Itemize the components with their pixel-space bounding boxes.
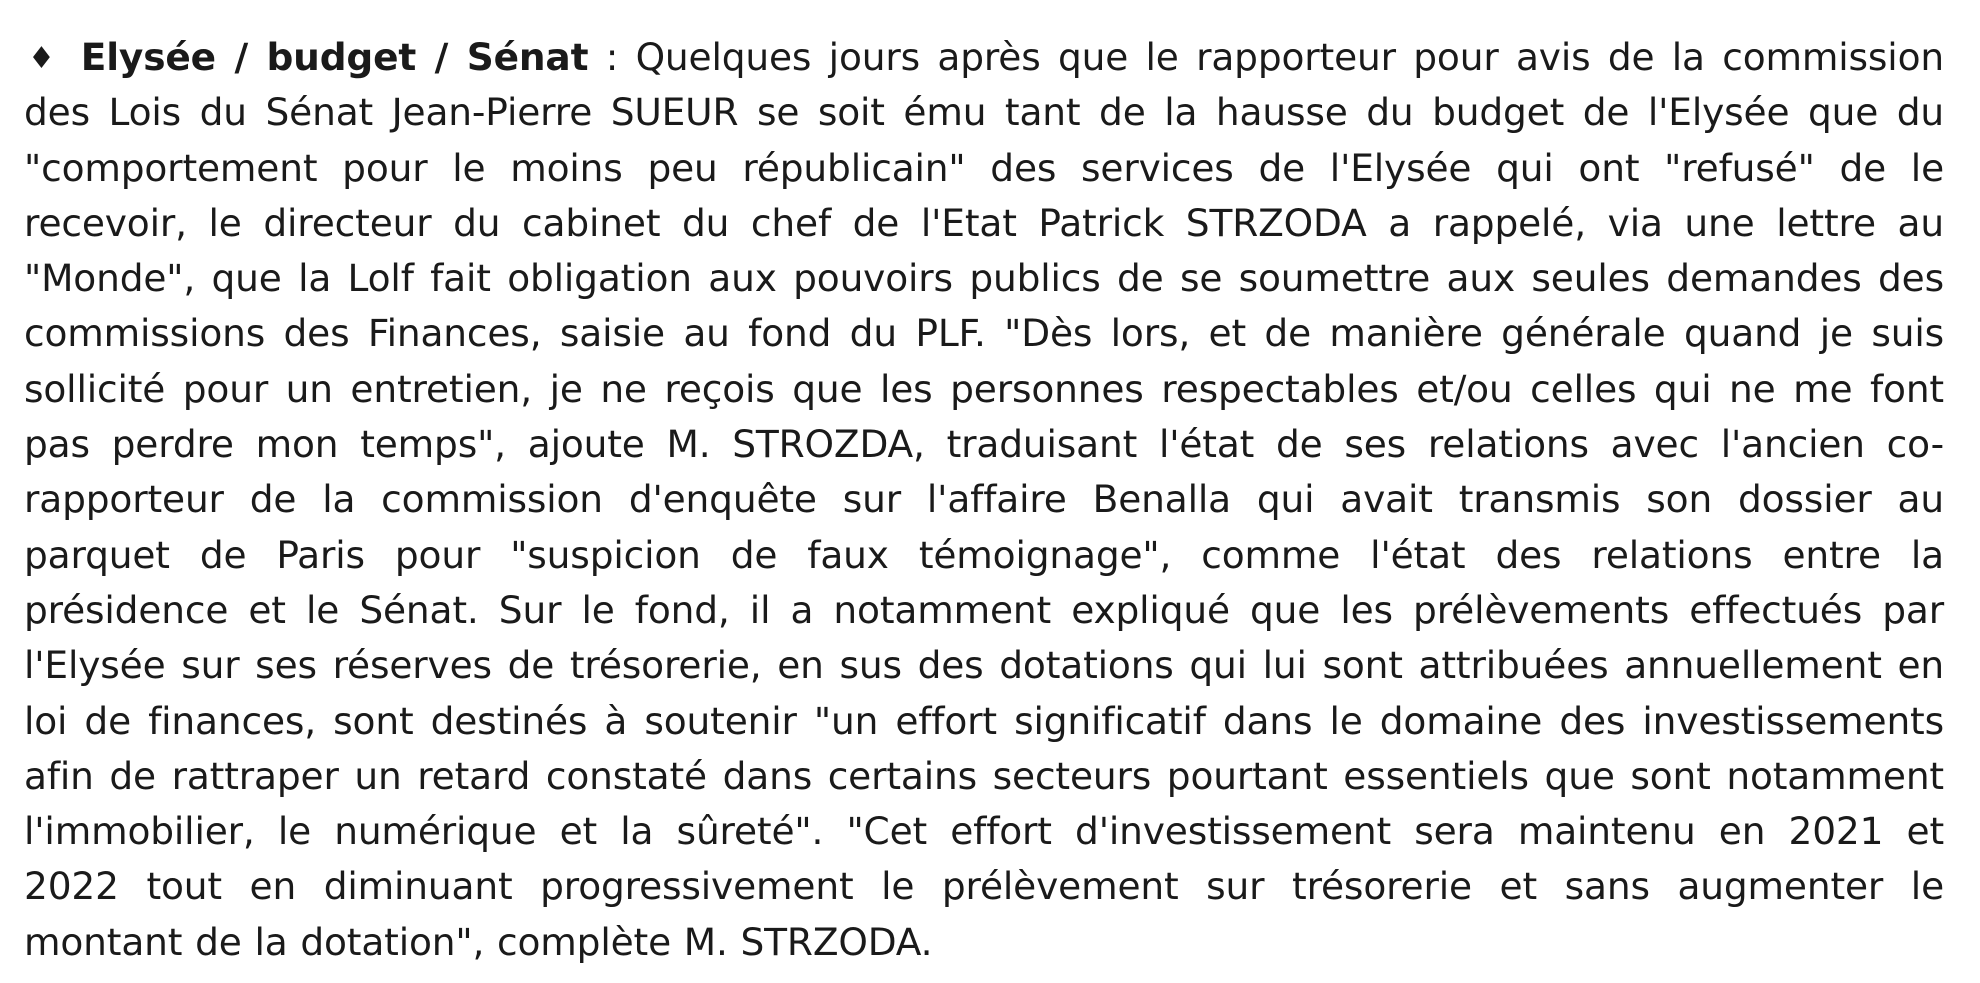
article-paragraph bbox=[24, 30, 1944, 970]
text-line-12: l'Elysée sur ses réserves de trésorerie, en sus des dotations qui lui sont attribuées annuellement en bbox=[24, 643, 1944, 688]
text-line-13: loi de finances, sont destinés à soutenir "un effort significatif dans le domaine des investissements bbox=[24, 698, 1944, 743]
text-line-2: des Lois du Sénat Jean-Pierre SUEUR se soit ému tant de la hausse du budget de l'Elysée que du bbox=[24, 90, 1944, 135]
text-line-14: afin de rattraper un retard constaté dans certains secteurs pourtant essentiels que sont notamment bbox=[24, 753, 1944, 798]
text-line-10: parquet de Paris pour "suspicion de faux témoignage", comme l'état des relations entre la bbox=[24, 532, 1944, 577]
text-line-1-content: Quelques jours après que le rapporteur pour avis de la commission bbox=[635, 35, 1944, 79]
text-line-6: commissions des Finances, saisie au fond du PLF. "Dès lors, et de manière générale quand je suis bbox=[24, 311, 1944, 356]
text-line-17: montant de la dotation", complète M. STRZODA. bbox=[24, 919, 933, 964]
text-line-5: "Monde", que la Lolf fait obligation aux pouvoirs publics de se soumettre aux seules demandes des bbox=[24, 256, 1944, 301]
text-line-15: l'immobilier, le numérique et la sûreté". "Cet effort d'investissement sera maintenu en 2021 et bbox=[24, 809, 1944, 854]
diamond-bullet-icon: ♦ bbox=[28, 41, 55, 76]
text-line-1 bbox=[24, 30, 1944, 85]
heading-separator: : bbox=[588, 35, 636, 79]
text-line-3: "comportement pour le moins peu républicain" des services de l'Elysée qui ont "refusé" de le bbox=[24, 145, 1944, 190]
text-line-11: présidence et le Sénat. Sur le fond, il a notamment expliqué que les prélèvements effectués par bbox=[24, 587, 1944, 632]
text-line-9: rapporteur de la commission d'enquête sur l'affaire Benalla qui avait transmis son dossier au bbox=[24, 477, 1944, 522]
text-line-16: 2022 tout en diminuant progressivement le prélèvement sur trésorerie et sans augmenter le bbox=[24, 864, 1944, 909]
article-heading: Elysée / budget / Sénat bbox=[80, 35, 589, 79]
text-line-7: sollicité pour un entretien, je ne reçois que les personnes respectables et/ou celles qui ne me font bbox=[24, 366, 1944, 411]
text-line-4: recevoir, le directeur du cabinet du chef de l'Etat Patrick STRZODA a rappelé, via une lettre au bbox=[24, 200, 1944, 245]
text-line-8: pas perdre mon temps", ajoute M. STROZDA, traduisant l'état de ses relations avec l'ancien co- bbox=[24, 422, 1944, 467]
